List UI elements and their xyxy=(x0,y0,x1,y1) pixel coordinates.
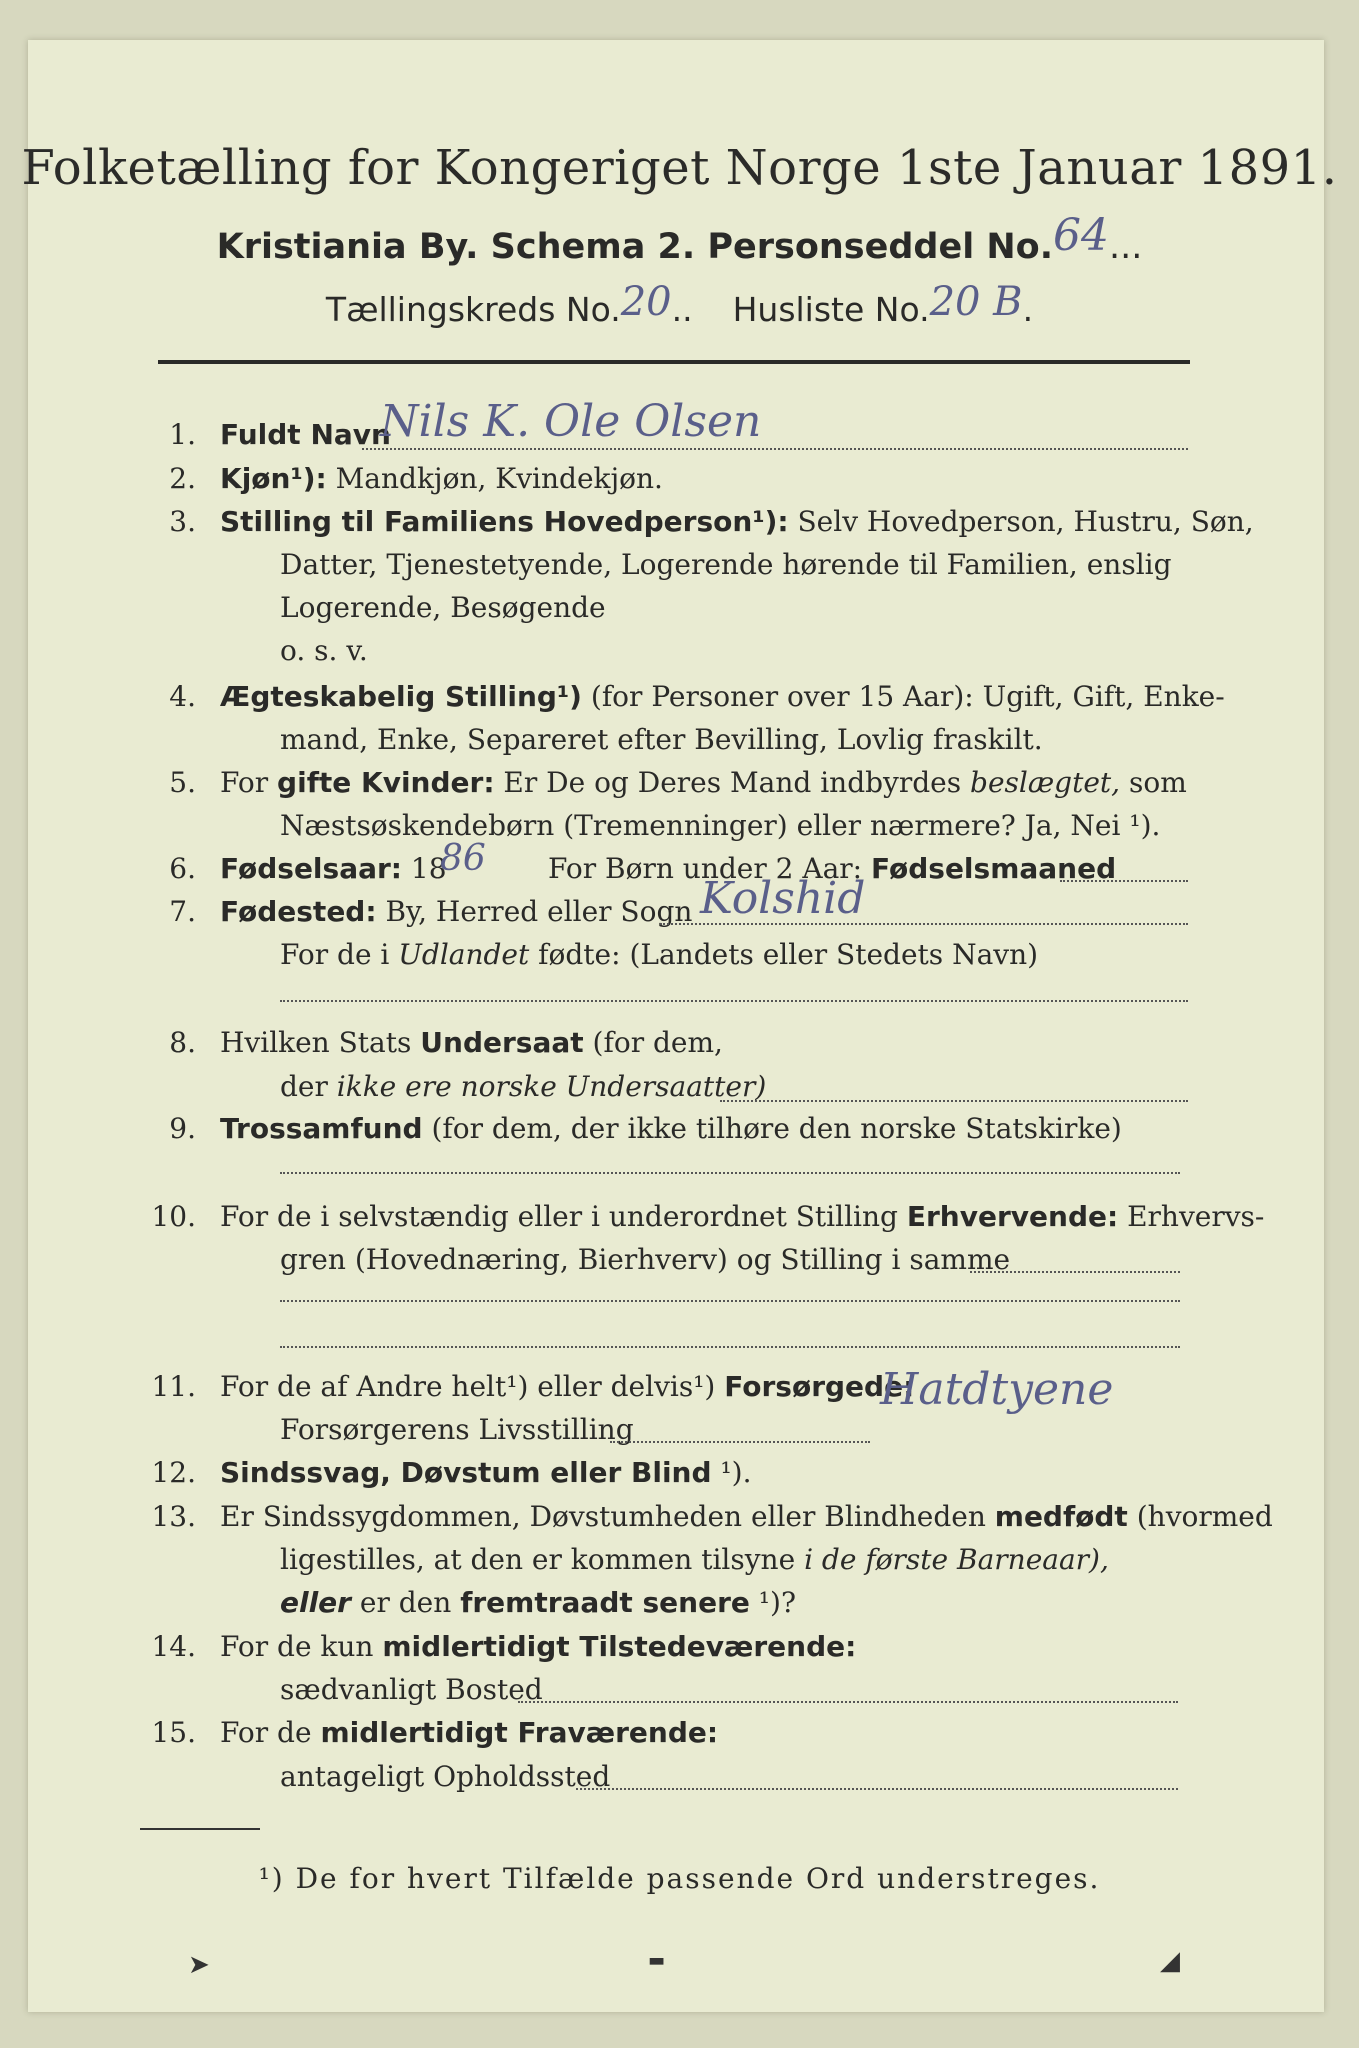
birthplace-value: Kolshid xyxy=(700,873,866,924)
personseddel-no: 64 xyxy=(1053,210,1110,261)
field-3-text-4: o. s. v. xyxy=(280,634,368,667)
field-4-label: Ægteskabelig Stilling¹) xyxy=(220,680,582,713)
field-2-text: Mandkjøn, Kvindekjøn. xyxy=(335,462,663,495)
field-14-label: midlertidigt Tilstedeværende: xyxy=(382,1630,857,1663)
field-10-label: Erhvervende: xyxy=(906,1200,1119,1233)
field-5-text-2: Næstsøskendebørn (Tremenninger) eller nærmere? Ja, Nei ¹). xyxy=(280,809,1161,842)
form-title: Folketælling for Kongeriget Norge 1ste Januar 1891. xyxy=(21,140,1338,196)
corner-mark-right: ◢ xyxy=(1160,1946,1180,1976)
field-7-label: Fødested: xyxy=(220,895,377,928)
header-line-2: Kristiania By. Schema 2. Personseddel No.64... xyxy=(216,210,1143,267)
footnote: ¹) De for hvert Tilfælde passende Ord understreges. xyxy=(258,1862,1101,1895)
field-3-text-2: Datter, Tjenestetyende, Logerende hørende til Familien, enslig xyxy=(280,548,1172,581)
corner-mark-center: ▬ xyxy=(648,1950,666,1971)
header-rule xyxy=(158,360,1190,364)
footnote-rule xyxy=(140,1828,260,1830)
field-15-label: midlertidigt Fraværende: xyxy=(320,1716,719,1749)
header-line-3: Tællingskreds No.20.. Husliste No.20 B. xyxy=(325,279,1034,329)
field-13-label: medfødt xyxy=(994,1500,1128,1533)
provider-value: Hatdtyene xyxy=(880,1364,1114,1415)
field-4-text: (for Personer over 15 Aar): Ugift, Gift, Enke- xyxy=(590,680,1225,713)
field-3-text: Selv Hovedperson, Hustru, Søn, xyxy=(797,505,1254,538)
field-3-label: Stilling til Familiens Hovedperson¹): xyxy=(220,505,789,538)
field-11-label: Forsørgede: xyxy=(724,1370,915,1403)
taellingskreds-label: Tællingskreds No. xyxy=(325,290,621,329)
field-5-label: gifte Kvinder: xyxy=(277,766,495,799)
husliste-no: 20 B xyxy=(929,279,1023,325)
field-9-label: Trossamfund xyxy=(220,1112,423,1145)
field-3-text-3: Logerende, Besøgende xyxy=(280,591,606,624)
corner-mark-left: ➤ xyxy=(188,1950,210,1980)
husliste-label: Husliste No. xyxy=(732,290,930,329)
full-name-value: Nils K. Ole Olsen xyxy=(380,396,762,447)
field-4-text-2: mand, Enke, Separeret efter Bevilling, Lovlig fraskilt. xyxy=(280,723,1043,756)
header-line2-text: Kristiania By. Schema 2. Personseddel No. xyxy=(216,227,1054,267)
field-6-label: Fødselsaar: xyxy=(220,852,402,885)
taellingskreds-no: 20 xyxy=(620,279,672,325)
field-8-label: Undersaat xyxy=(420,1026,584,1059)
field-2-label: Kjøn¹): xyxy=(220,462,327,495)
field-1-label: Fuldt Navn xyxy=(220,418,391,451)
field-12-label: Sindssvag, Døvstum eller Blind xyxy=(220,1456,712,1489)
birth-year-value: 86 xyxy=(440,838,486,879)
